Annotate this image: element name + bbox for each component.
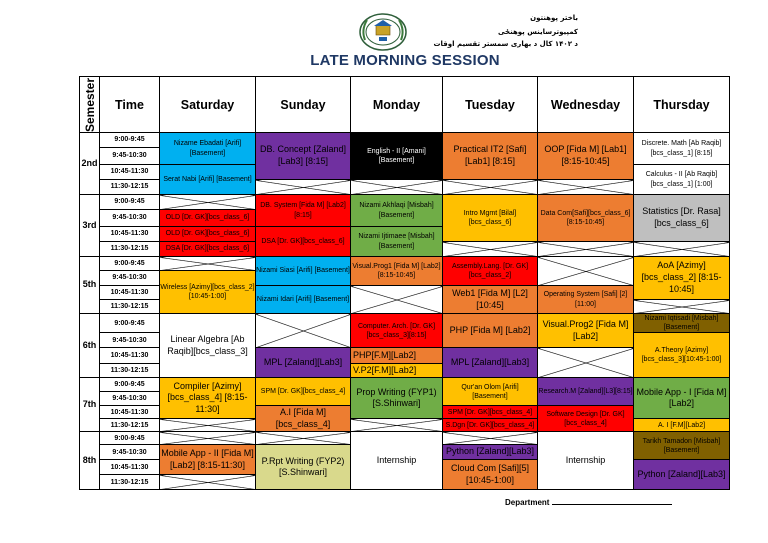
- empty-slot: [443, 432, 538, 445]
- time-slot: 11:30-12:15: [100, 475, 160, 490]
- empty-slot: [256, 180, 351, 195]
- class-cell: Internship: [351, 432, 443, 490]
- class-cell: SPM [Dr. GK][bcs_class_4]: [443, 406, 538, 419]
- class-cell: DB. System [Fida M] [Lab2] [8:15]: [256, 195, 351, 227]
- class-cell: Qur'an Olom [Arifi] [Basement]: [443, 378, 538, 406]
- time-slot: 10:45-11:30: [100, 406, 160, 419]
- class-cell: V.P2[F.M][Lab2]: [351, 364, 443, 378]
- class-cell: Nizami Idari [Arifi] [Basement]: [256, 286, 351, 314]
- time-slot: 9:45-10:30: [100, 392, 160, 406]
- time-slot: 9:45-10:30: [100, 333, 160, 348]
- empty-slot: [634, 242, 730, 257]
- time-slot: 10:45-11:30: [100, 227, 160, 242]
- class-cell: Prop Writing (FYP1) [S.Shinwari]: [351, 378, 443, 419]
- class-cell: Intro Mgmt [Bilal] [bcs_class_6]: [443, 195, 538, 242]
- class-cell: DSA [Dr. GK][bcs_class_6]: [160, 242, 256, 257]
- class-cell: PHP[F.M][Lab2]: [351, 348, 443, 364]
- empty-slot: [160, 432, 256, 445]
- session-title: LATE MORNING SESSION: [310, 52, 500, 69]
- header-schedule-title: د ۱۴۰۲ کال د بهاری سمستر تقسیم اوقات: [433, 40, 578, 48]
- time-slot: 9:00-9:45: [100, 432, 160, 445]
- time-slot: 9:45-10:30: [100, 210, 160, 227]
- class-cell: Visual.Prog2 [Fida M] [Lab2]: [538, 314, 634, 348]
- semester-label: 3rd: [80, 195, 100, 257]
- header-university-name: باختر پوهنتون: [530, 14, 578, 22]
- time-slot: 9:00-9:45: [100, 133, 160, 148]
- empty-slot: [443, 180, 538, 195]
- class-cell: MPL [Zaland][Lab3]: [443, 348, 538, 378]
- class-cell: Nizami Akhlaqi [Misbah] [Basement]: [351, 195, 443, 227]
- empty-slot: [634, 300, 730, 314]
- class-cell: Research.M [Zaland][L3][8:15]: [538, 378, 634, 406]
- semester-label: 7th: [80, 378, 100, 432]
- class-cell: Python [Zaland][Lab3]: [634, 460, 730, 490]
- semester-label: 6th: [80, 314, 100, 378]
- class-cell: S.Dgn [Dr. GK][bcs_class_4]: [443, 419, 538, 432]
- time-slot: 10:45-11:30: [100, 348, 160, 364]
- class-cell: Computer. Arch. [Dr. GK][bcs_class_3][8:15]: [351, 314, 443, 348]
- class-cell: PHP [Fida M] [Lab2]: [443, 314, 538, 348]
- day-header-monday: Monday: [351, 77, 443, 133]
- class-cell: Practical IT2 [Safi] [Lab1] [8:15]: [443, 133, 538, 180]
- class-cell: DSA [Dr. GK][bcs_class_6]: [256, 227, 351, 257]
- time-slot: 11:30-12:15: [100, 419, 160, 432]
- time-slot: 9:45-10:30: [100, 271, 160, 286]
- empty-slot: [538, 257, 634, 286]
- day-header-wednesday: Wednesday: [538, 77, 634, 133]
- day-header-tuesday: Tuesday: [443, 77, 538, 133]
- empty-slot: [160, 257, 256, 271]
- empty-slot: [443, 242, 538, 257]
- time-slot: 10:45-11:30: [100, 460, 160, 475]
- class-cell: Nizame Ebadati [Arifi] [Basement]: [160, 133, 256, 165]
- class-cell: Mobile App - II [Fida M] [Lab2] [8:15-11:30]: [160, 445, 256, 475]
- empty-slot: [351, 180, 443, 195]
- empty-slot: [160, 419, 256, 432]
- class-cell: MPL [Zaland][Lab3]: [256, 348, 351, 378]
- class-cell: OOP [Fida M] [Lab1] [8:15-10:45]: [538, 133, 634, 180]
- header-faculty-name: کمپیوترساینس پوهنځی: [497, 28, 578, 36]
- time-slot: 9:00-9:45: [100, 314, 160, 333]
- empty-slot: [538, 180, 634, 195]
- department-label: Department: [505, 498, 550, 507]
- class-cell: OLD [Dr. GK][bcs_class_6]: [160, 227, 256, 242]
- empty-slot: [538, 348, 634, 378]
- time-slot: 9:00-9:45: [100, 195, 160, 210]
- class-cell: English - II [Amani][Basement]: [351, 133, 443, 180]
- class-cell: Web1 [Fida M] [L2][10:45]: [443, 286, 538, 314]
- class-cell: Tarikh Tamadon [Misbah] [Basement]: [634, 432, 730, 460]
- empty-slot: [351, 419, 443, 432]
- class-cell: Serat Nabi [Arifi] [Basement]: [160, 165, 256, 195]
- class-cell: A.I [Fida M] [bcs_class_4]: [256, 406, 351, 432]
- university-seal-logo: [357, 12, 409, 52]
- time-slot: 11:30-12:15: [100, 300, 160, 314]
- class-cell: Software Design [Dr. GK][bcs_class_4]: [538, 406, 634, 432]
- class-cell: Compiler [Azimy][bcs_class_4] [8:15-11:30]: [160, 378, 256, 419]
- class-cell: Operating System [Safi] [2][11:00]: [538, 286, 634, 314]
- time-slot: 9:00-9:45: [100, 378, 160, 392]
- class-cell: Discrete. Math [Ab Raqib] [bcs_class_1] [8:15]: [634, 133, 730, 165]
- class-cell: Wireless [Azimy][bcs_class_2] [10:45-1:00]: [160, 271, 256, 314]
- timetable: [79, 76, 730, 490]
- class-cell: Nizami Ijtimaee [Misbah] [Basement]: [351, 227, 443, 257]
- day-header-sunday: Sunday: [256, 77, 351, 133]
- time-slot: 11:30-12:15: [100, 180, 160, 195]
- class-cell: A.Theory [Azimy][bcs_class_3][10:45-1:00]: [634, 333, 730, 378]
- time-slot: 10:45-11:30: [100, 286, 160, 300]
- time-slot: 9:45-10:30: [100, 148, 160, 165]
- class-cell: Python [Zaland][Lab3]: [443, 445, 538, 460]
- semester-label: 2nd: [80, 133, 100, 195]
- department-signature-line: [505, 498, 672, 507]
- class-cell: Statistics [Dr. Rasa] [bcs_class_6]: [634, 195, 730, 242]
- day-header-thursday: Thursday: [634, 77, 730, 133]
- class-cell: AoA [Azimy][bcs_class_2] [8:15-10:45]: [634, 257, 730, 300]
- semester-header: Semester: [80, 77, 100, 133]
- semester-label: 8th: [80, 432, 100, 490]
- class-cell: DB. Concept [Zaland][Lab3] [8:15]: [256, 133, 351, 180]
- empty-slot: [538, 242, 634, 257]
- class-cell: P.Rpt Writing (FYP2) [S.Shinwari]: [256, 445, 351, 490]
- semester-label: 5th: [80, 257, 100, 314]
- empty-slot: [256, 432, 351, 445]
- time-header: Time: [100, 77, 160, 133]
- class-cell: Cloud Com [Safi][5] [10:45-1:00]: [443, 460, 538, 490]
- class-cell: Data Com[Safi][bcs_class_6] [8:15-10:45]: [538, 195, 634, 242]
- class-cell: OLD [Dr. GK][bcs_class_6]: [160, 210, 256, 227]
- empty-slot: [351, 286, 443, 314]
- time-slot: 11:30-12:15: [100, 364, 160, 378]
- time-slot: 9:45-10:30: [100, 445, 160, 460]
- time-slot: 11:30-12:15: [100, 242, 160, 257]
- empty-slot: [160, 475, 256, 490]
- empty-slot: [160, 195, 256, 210]
- class-cell: Nizami Iqtisadi [Misbah] [Basement]: [634, 314, 730, 333]
- day-header-saturday: Saturday: [160, 77, 256, 133]
- time-slot: 9:00-9:45: [100, 257, 160, 271]
- class-cell: Visual.Prog1 [Fida M] [Lab2] [8:15-10:45]: [351, 257, 443, 286]
- signature-blank: [552, 504, 672, 505]
- class-cell: Linear Algebra [Ab Raqib][bcs_class_3]: [160, 314, 256, 378]
- class-cell: Calculus - II [Ab Raqib] [bcs_class_1] [1:00]: [634, 165, 730, 195]
- class-cell: Assembly.Lang. [Dr. GK][bcs_class_2]: [443, 257, 538, 286]
- class-cell: Internship: [538, 432, 634, 490]
- time-slot: 10:45-11:30: [100, 165, 160, 180]
- empty-slot: [256, 314, 351, 348]
- class-cell: A. I [F.M][Lab2]: [634, 419, 730, 432]
- class-cell: Nizami Siasi [Arifi] [Basement]: [256, 257, 351, 286]
- class-cell: Mobile App - I [Fida M] [Lab2]: [634, 378, 730, 419]
- class-cell: SPM [Dr. GK][bcs_class_4]: [256, 378, 351, 406]
